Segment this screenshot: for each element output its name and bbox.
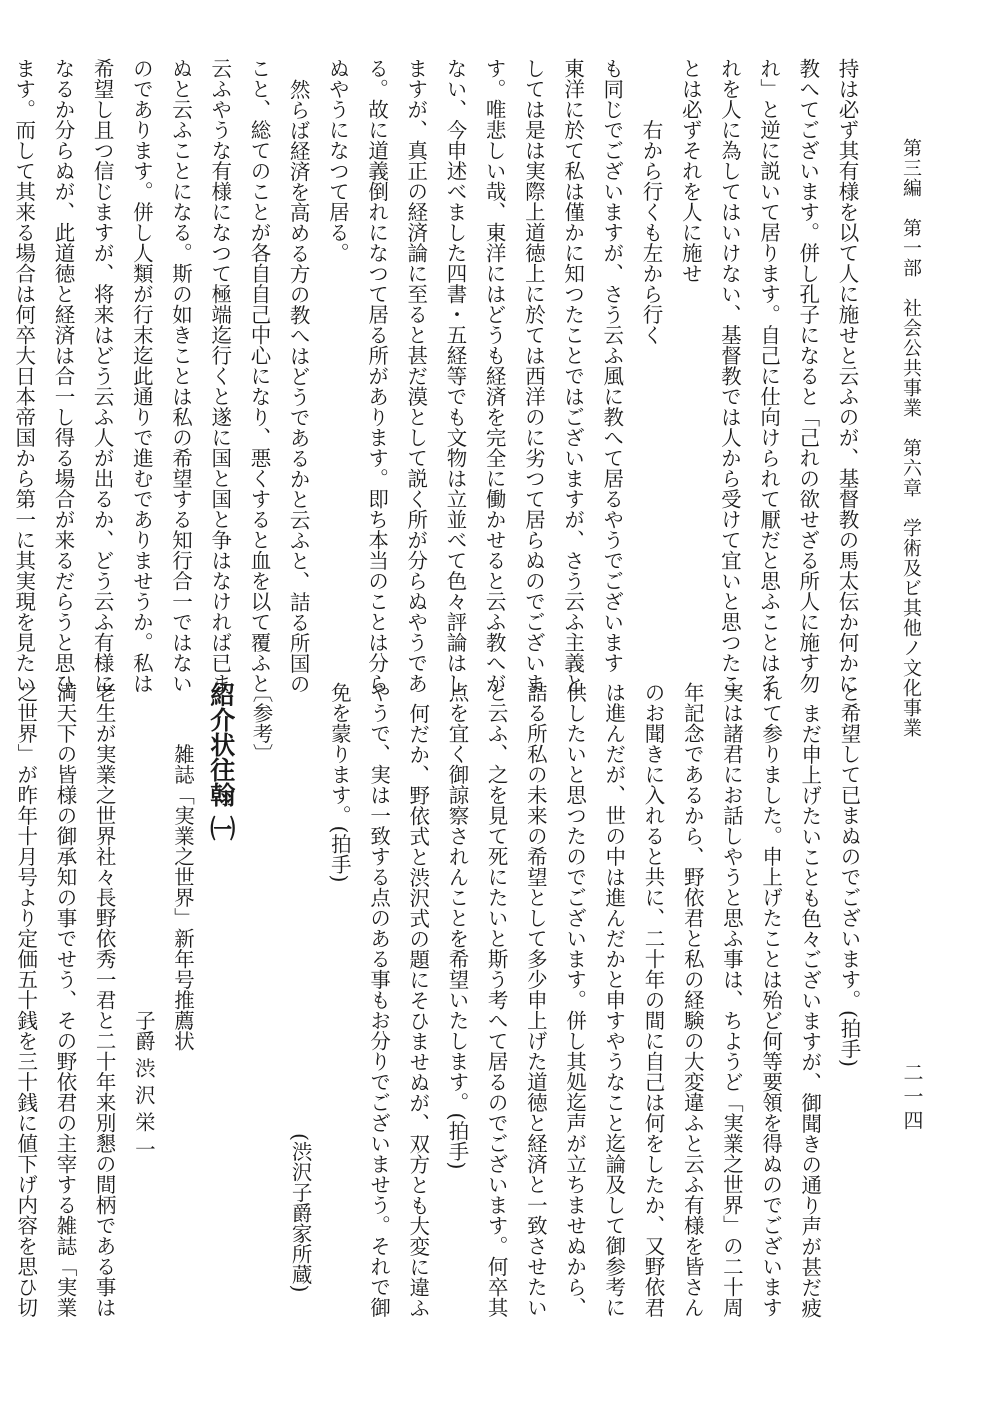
upper-text-line: 右から行くも左から行く [638,58,663,345]
lower-text-line: (渋沢子爵家所蔵) [288,682,313,1293]
lower-text-line: 何だか、野依式と渋沢式の題にそひませぬが、双方とも大変に違ふ [405,702,430,1318]
upper-text-line: 持は必ず其有様を以て人に施せと云ふのが、基督教の馬太伝か何かに [835,58,859,694]
upper-text-line: ない、今申述べました四書・五経等でも文物は立並べて色々評論はし [442,58,467,694]
upper-text-line: れ」と逆に説いて居ります。自己に仕向けられて厭だと思ふことはそ [756,58,781,694]
upper-text-line: ますが、真正の経済論に至ると甚だ漠として説く所が分らぬやうであ [403,58,428,694]
lower-text-line: 実は諸君にお話しやうと思ふ事は、ちようど「実業之世界」の二十周 [719,682,744,1318]
upper-text-line: のであります。併し人類が行末迄此通りで進むでありませうか。私は [129,58,154,694]
lower-text-line: 雑誌「実業之世界」新年号推薦状 [170,682,195,1051]
lower-text-line: 供したいと思つたのでございます。併し其処迄声が立ちませぬから、 [562,682,587,1318]
lower-text-line: まだ申上げたいことも色々ございますが、御聞きの通り声が甚だ疲 [797,702,822,1318]
lower-text-line: 紹介状往翰 ㈠ [206,682,236,841]
upper-text-line: 希望し且つ信じますが、将来はどう云ふ人が出るか、どう云ふ有様に [90,58,115,694]
upper-text-line: る。故に道義倒れになつて居る所があります。即ち本当のことは分ら [364,58,389,694]
lower-text-line: 詰る所私の未来の希望として多少申上げた道徳と経済と一致させたい [523,682,548,1318]
upper-text-line: 東洋に於て私は僅かに知つたことではございますが、さう云ふ主義と [560,58,585,694]
upper-text-line: も同じでございますが、さう云ふ風に教へて居るやうでございます [599,58,624,673]
upper-text-line: こと、総てのことが各自自己中心になり、悪くすると血を以て覆ふと [246,58,271,694]
lower-text-line: 之世界」が昨年十月号より定価五十銭を三十銭に値下げ内容を思ひ切 [13,682,38,1318]
upper-text-line: ぬと云ふことになる。斯の如きことは私の希望する知行合一ではない [168,58,193,694]
lower-text-line [0,682,6,1372]
lower-text-line: と云ふ、之を見て死にたいと斯う考へて居るのでございます。何卒其 [484,682,509,1318]
upper-text-line: なるか分らぬが、此道徳と経済は合一し得る場合が来るだらうと思ひ [50,58,75,694]
lower-text-line: 〔参考〕 [248,682,273,764]
upper-text-line: とは必ずそれを人に施せ [678,58,703,284]
upper-text-line: 云ふやうな有様になつて極端迄行くと遂に国と国と争はなければ已ま [207,58,232,694]
lower-text-line: のお聞きに入れると共に、二十年の間に自己は何をしたか、又野依君 [640,682,665,1318]
upper-text-line: れを人に為してはいけない、基督教では人から受けて宜いと思つたこ [717,58,742,694]
lower-text-line: 子爵 渋 沢 栄 一 [131,682,156,1160]
page-number: 二一四 [900,1062,924,1134]
upper-text-line: 然らば経済を高める方の教へはどうであるかと云ふと、詰る所国の [286,78,311,694]
upper-text-line: す。唯悲しい哉、東洋にはどうも経済を完全に働かせると云ふ教へが [482,58,507,694]
upper-text-line: しては是は実際上道徳上に於ては西洋のに劣つて居らぬのでございま [521,58,546,694]
lower-text-line: 老生が実業之世界社々長野依秀一君と二十年来別懇の間柄である事は [92,682,117,1318]
upper-text-line: ぬやうになつて居る。 [325,58,350,263]
running-header: 第三編 第一部 社会公共事業 第六章 学術及ビ其他ノ文化事業 [900,138,922,738]
upper-text-line: 教へてございます。併し孔子になると「己れの欲せざる所人に施す勿 [795,58,820,694]
lower-text-block [13,682,868,1372]
lower-text-line: は進んだが、世の中は進んだかと申すやうなこと迄論及して御参考に [601,682,626,1318]
lower-text-line: やうで、実は一致する点のある事もお分りでございませう。それで御 [366,682,391,1318]
lower-text-line: 満天下の皆様の御承知の事でせう、その野依君の主宰する雑誌「実業 [52,682,77,1318]
upper-text-block [11,58,866,698]
lower-text-line: 年記念であるから、野依君と私の経験の大変違ふと云ふ有様を皆さん [680,682,705,1318]
lower-text-line: と希望して已まぬのでございます。(拍手) [837,682,861,1067]
lower-text-line: 免を蒙ります。(拍手) [327,682,352,883]
upper-text-line: ます。而して其来る場合は何卒大日本帝国から第一に其実現を見たい [11,58,36,694]
lower-text-line: れて参りました。申上げたことは殆ど何等要領を得ぬのでございます [758,682,783,1318]
lower-text-line: 点を宜く御諒察されんことを希望いたします。(拍手) [444,682,469,1170]
